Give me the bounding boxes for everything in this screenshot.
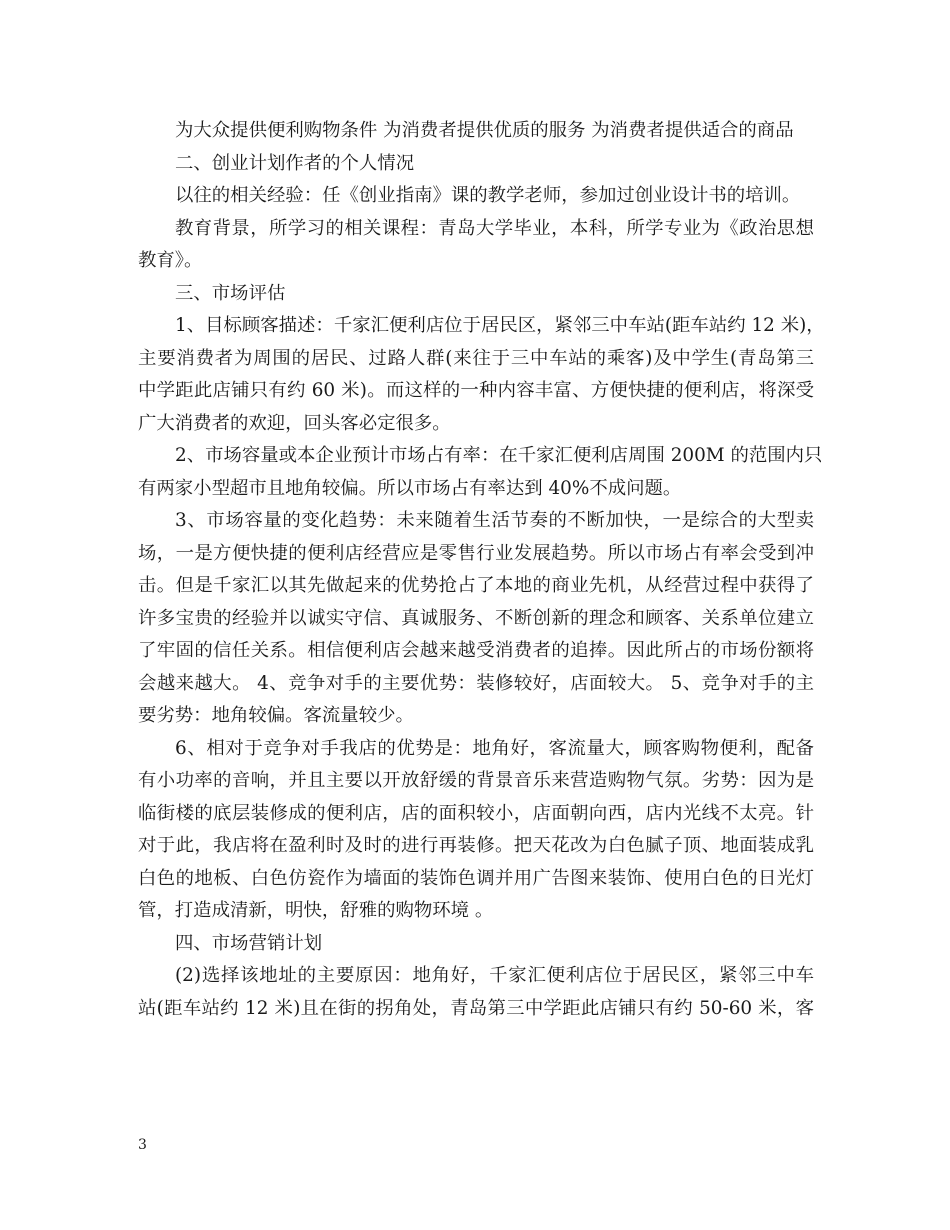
section-heading: 二、创业计划作者的个人情况 bbox=[175, 152, 415, 174]
text-line: 管，打造成清新，明快，舒雅的购物环境 。 bbox=[138, 900, 494, 921]
section-heading: 三、市场评估 bbox=[175, 282, 286, 304]
text-line: 临街楼的底层装修成的便利店，店的面积较小，店面朝向西，店内光线不太亮。针 bbox=[138, 802, 814, 824]
text-line: 要劣势：地角较偏。客流量较少。 bbox=[138, 705, 414, 726]
text-line: 站(距车站约 12 米)且在街的拐角处，青岛第三中学距此店铺只有约 50-60 米，客 bbox=[138, 997, 814, 1019]
text-line: 6、相对于竞争对手我店的优势是：地角好，客流量大，顾客购物便利，配备 bbox=[175, 737, 814, 759]
text-line: 中学距此店铺只有约 60 米)。而这样的一种内容丰富、方便快捷的便利店，将深受 bbox=[138, 380, 814, 401]
text-line: 广大消费者的欢迎，回头客必定很多。 bbox=[138, 412, 451, 434]
section-heading: 四、市场营销计划 bbox=[175, 932, 323, 954]
text-line: 主要消费者为周围的居民、过路人群(来往于三中车站的乘客)及中学生(青岛第三 bbox=[138, 347, 814, 369]
text-line: 场，一是方便快捷的便利店经营应是零售行业发展趋势。所以市场占有率会受到冲 bbox=[138, 542, 814, 564]
text-line: (2)选择该地址的主要原因：地角好，千家汇便利店位于居民区，紧邻三中车 bbox=[175, 965, 814, 986]
text-line: 许多宝贵的经验并以诚实守信、真诚服务、不断创新的理念和顾客、关系单位建立 bbox=[138, 607, 814, 629]
text-line: 1、目标顾客描述：千家汇便利店位于居民区，紧邻三中车站(距车站约 12 米)， bbox=[175, 315, 825, 336]
text-line: 了牢固的信任关系。相信便利店会越来越受消费者的追捧。因此所占的市场份额将 bbox=[138, 640, 814, 661]
text-line: 会越来越大。 4、竞争对手的主要优势：装修较好，店面较大。 5、竞争对手的主 bbox=[138, 672, 814, 694]
text-line: 有小功率的音响，并且主要以开放舒缓的背景音乐来营造购物气氛。劣势：因为是 bbox=[138, 770, 814, 791]
text-line: 有两家小型超市且地角较偏。所以市场占有率达到 40%不成问题。 bbox=[138, 477, 682, 499]
text-line: 2、市场容量或本企业预计市场占有率：在千家汇便利店周围 200M 的范围内只 bbox=[175, 445, 823, 466]
text-line: 教育》。 bbox=[138, 250, 203, 271]
text-line: 教育背景，所学习的相关课程：青岛大学毕业，本科，所学专业为《政治思想 bbox=[175, 217, 814, 239]
page-number: 3 bbox=[138, 1137, 147, 1153]
text-line: 对于此，我店将在盈利时及时的进行再装修。把天花改为白色腻子顶、地面装成乳 bbox=[138, 835, 814, 856]
text-line: 为大众提供便利购物条件 为消费者提供优质的服务 为消费者提供适合的商品 bbox=[175, 120, 794, 141]
body-text bbox=[138, 115, 825, 1025]
text-line: 3、市场容量的变化趋势：未来随着生活节奏的不断加快，一是综合的大型卖 bbox=[175, 510, 814, 531]
text-line: 击。但是千家汇以其先做起来的优势抢占了本地的商业先机，从经营过程中获得了 bbox=[138, 575, 814, 596]
text-line: 白色的地板、白色仿瓷作为墙面的装饰色调并用广告图来装饰、使用白色的日光灯 bbox=[138, 867, 814, 889]
text-line: 以往的相关经验：任《创业指南》课的教学老师，参加过创业设计书的培训。 bbox=[175, 185, 801, 206]
